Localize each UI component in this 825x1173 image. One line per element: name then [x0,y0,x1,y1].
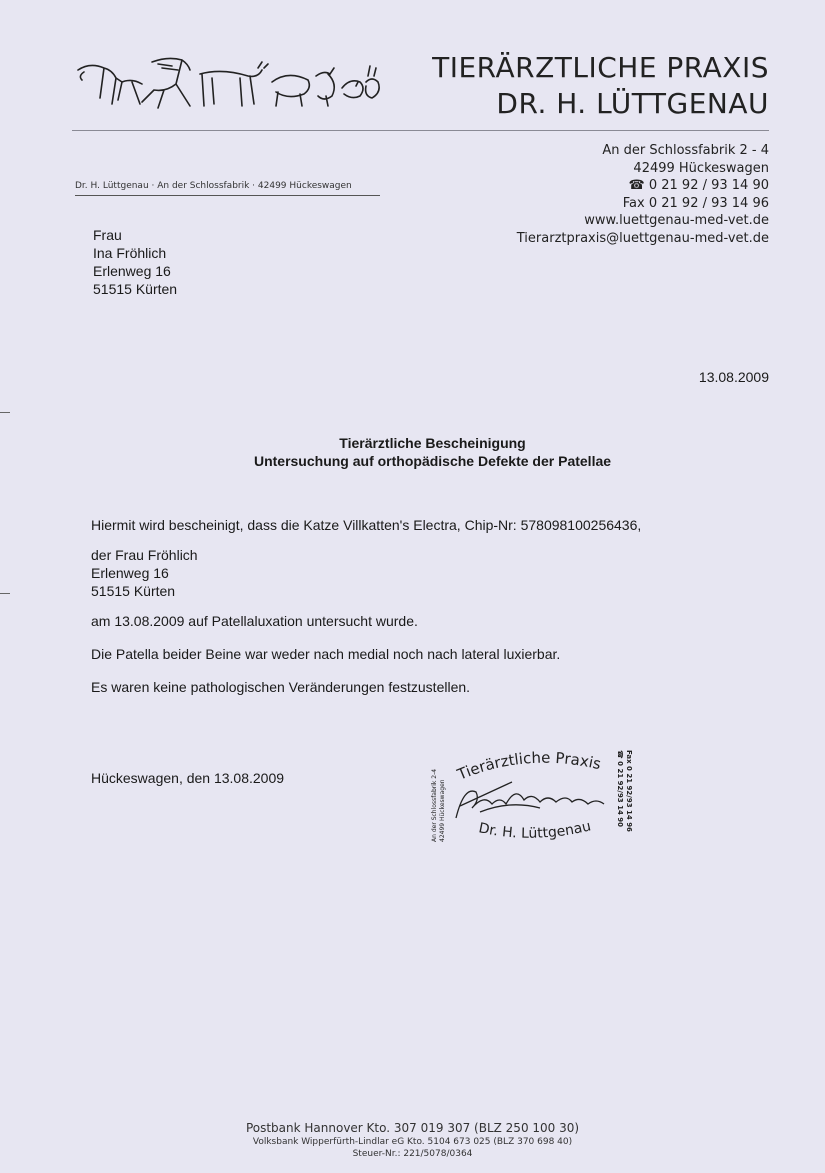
practice-name [432,50,769,122]
body-paragraph-2: am 13.08.2009 auf Patellaluxation untersucht wurde. [91,613,418,629]
contact-city: 42499 Hückeswagen [633,160,769,176]
subject-line1: Tierärztliche Bescheinigung [339,435,526,451]
subject-heading [0,434,825,470]
stamp-top-text: Tierärztliche Praxis [454,748,603,784]
practice-name-line2: DR. H. LÜTTGENAU [496,87,769,120]
recipient-salutation: Frau [93,227,122,243]
owner-street: Erlenweg 16 [91,565,169,581]
contact-street: An der Schlossfabrik 2 - 4 [602,143,769,158]
owner-city: 51515 Kürten [91,583,176,599]
recipient-street: Erlenweg 16 [93,263,171,279]
letter-date: 13.08.2009 [698,369,769,385]
animal-logo [72,48,384,118]
practice-stamp [420,742,640,852]
footer [0,1120,825,1160]
stamp-left-text-1: An der Schlossfabrik 2-4 [431,768,438,842]
contact-phone: ☎ 0 21 92 / 93 14 90 [628,178,769,193]
recipient-city: 51515 Kürten [93,281,178,297]
contact-email: Tierarztpraxis@luettgenau-med-vet.de [516,230,769,246]
recipient-name: Ina Fröhlich [93,245,167,261]
stamp-right-text-1: ☎ 0 21 92/93 14 90 [616,750,624,828]
footer-bank-2: Volksbank Wipperfürth-Lindlar eG Kto. 5104 673 025 (BLZ 370 698 40) [252,1137,573,1147]
practice-name-line1: TIERÄRZTLICHE PRAXIS [432,51,769,84]
subject-line2: Untersuchung auf orthopädische Defekte der Patellae [253,453,612,469]
contact-fax: Fax 0 21 92 / 93 14 96 [622,195,769,211]
signature [456,782,604,818]
sender-return-address: Dr. H. Lüttgenau · An der Schlossfabrik · 42499 Hückeswagen [75,181,380,196]
body-paragraph-1: Hiermit wird bescheinigt, dass die Katze Villkatten's Electra, Chip-Nr: 578098100256436, [91,517,642,533]
footer-tax-number: Steuer-Nr.: 221/5078/0364 [352,1149,473,1159]
footer-bank-1: Postbank Hannover Kto. 307 019 307 (BLZ 250 100 30) [245,1121,580,1135]
stamp-bottom-text: Dr. H. Lüttgenau [477,818,593,842]
owner-address [91,546,198,600]
recipient-address [93,226,177,298]
contact-block [517,142,769,247]
body-paragraph-3: Die Patella beider Beine war weder nach medial noch nach lateral luxierbar. [91,646,561,662]
body-paragraph-4: Es waren keine pathologischen Veränderungen festzustellen. [91,679,471,695]
fold-mark [0,593,10,594]
contact-web: www.luettgenau-med-vet.de [584,213,769,228]
header-divider [72,130,769,131]
fold-mark [0,412,10,413]
stamp-left-text-2: 42499 Hückeswagen [439,779,446,842]
stamp-right-text-2: Fax 0 21 92/93 14 96 [625,750,633,832]
place-and-date: Hückeswagen, den 13.08.2009 [91,770,285,786]
owner-name: der Frau Fröhlich [91,547,198,563]
